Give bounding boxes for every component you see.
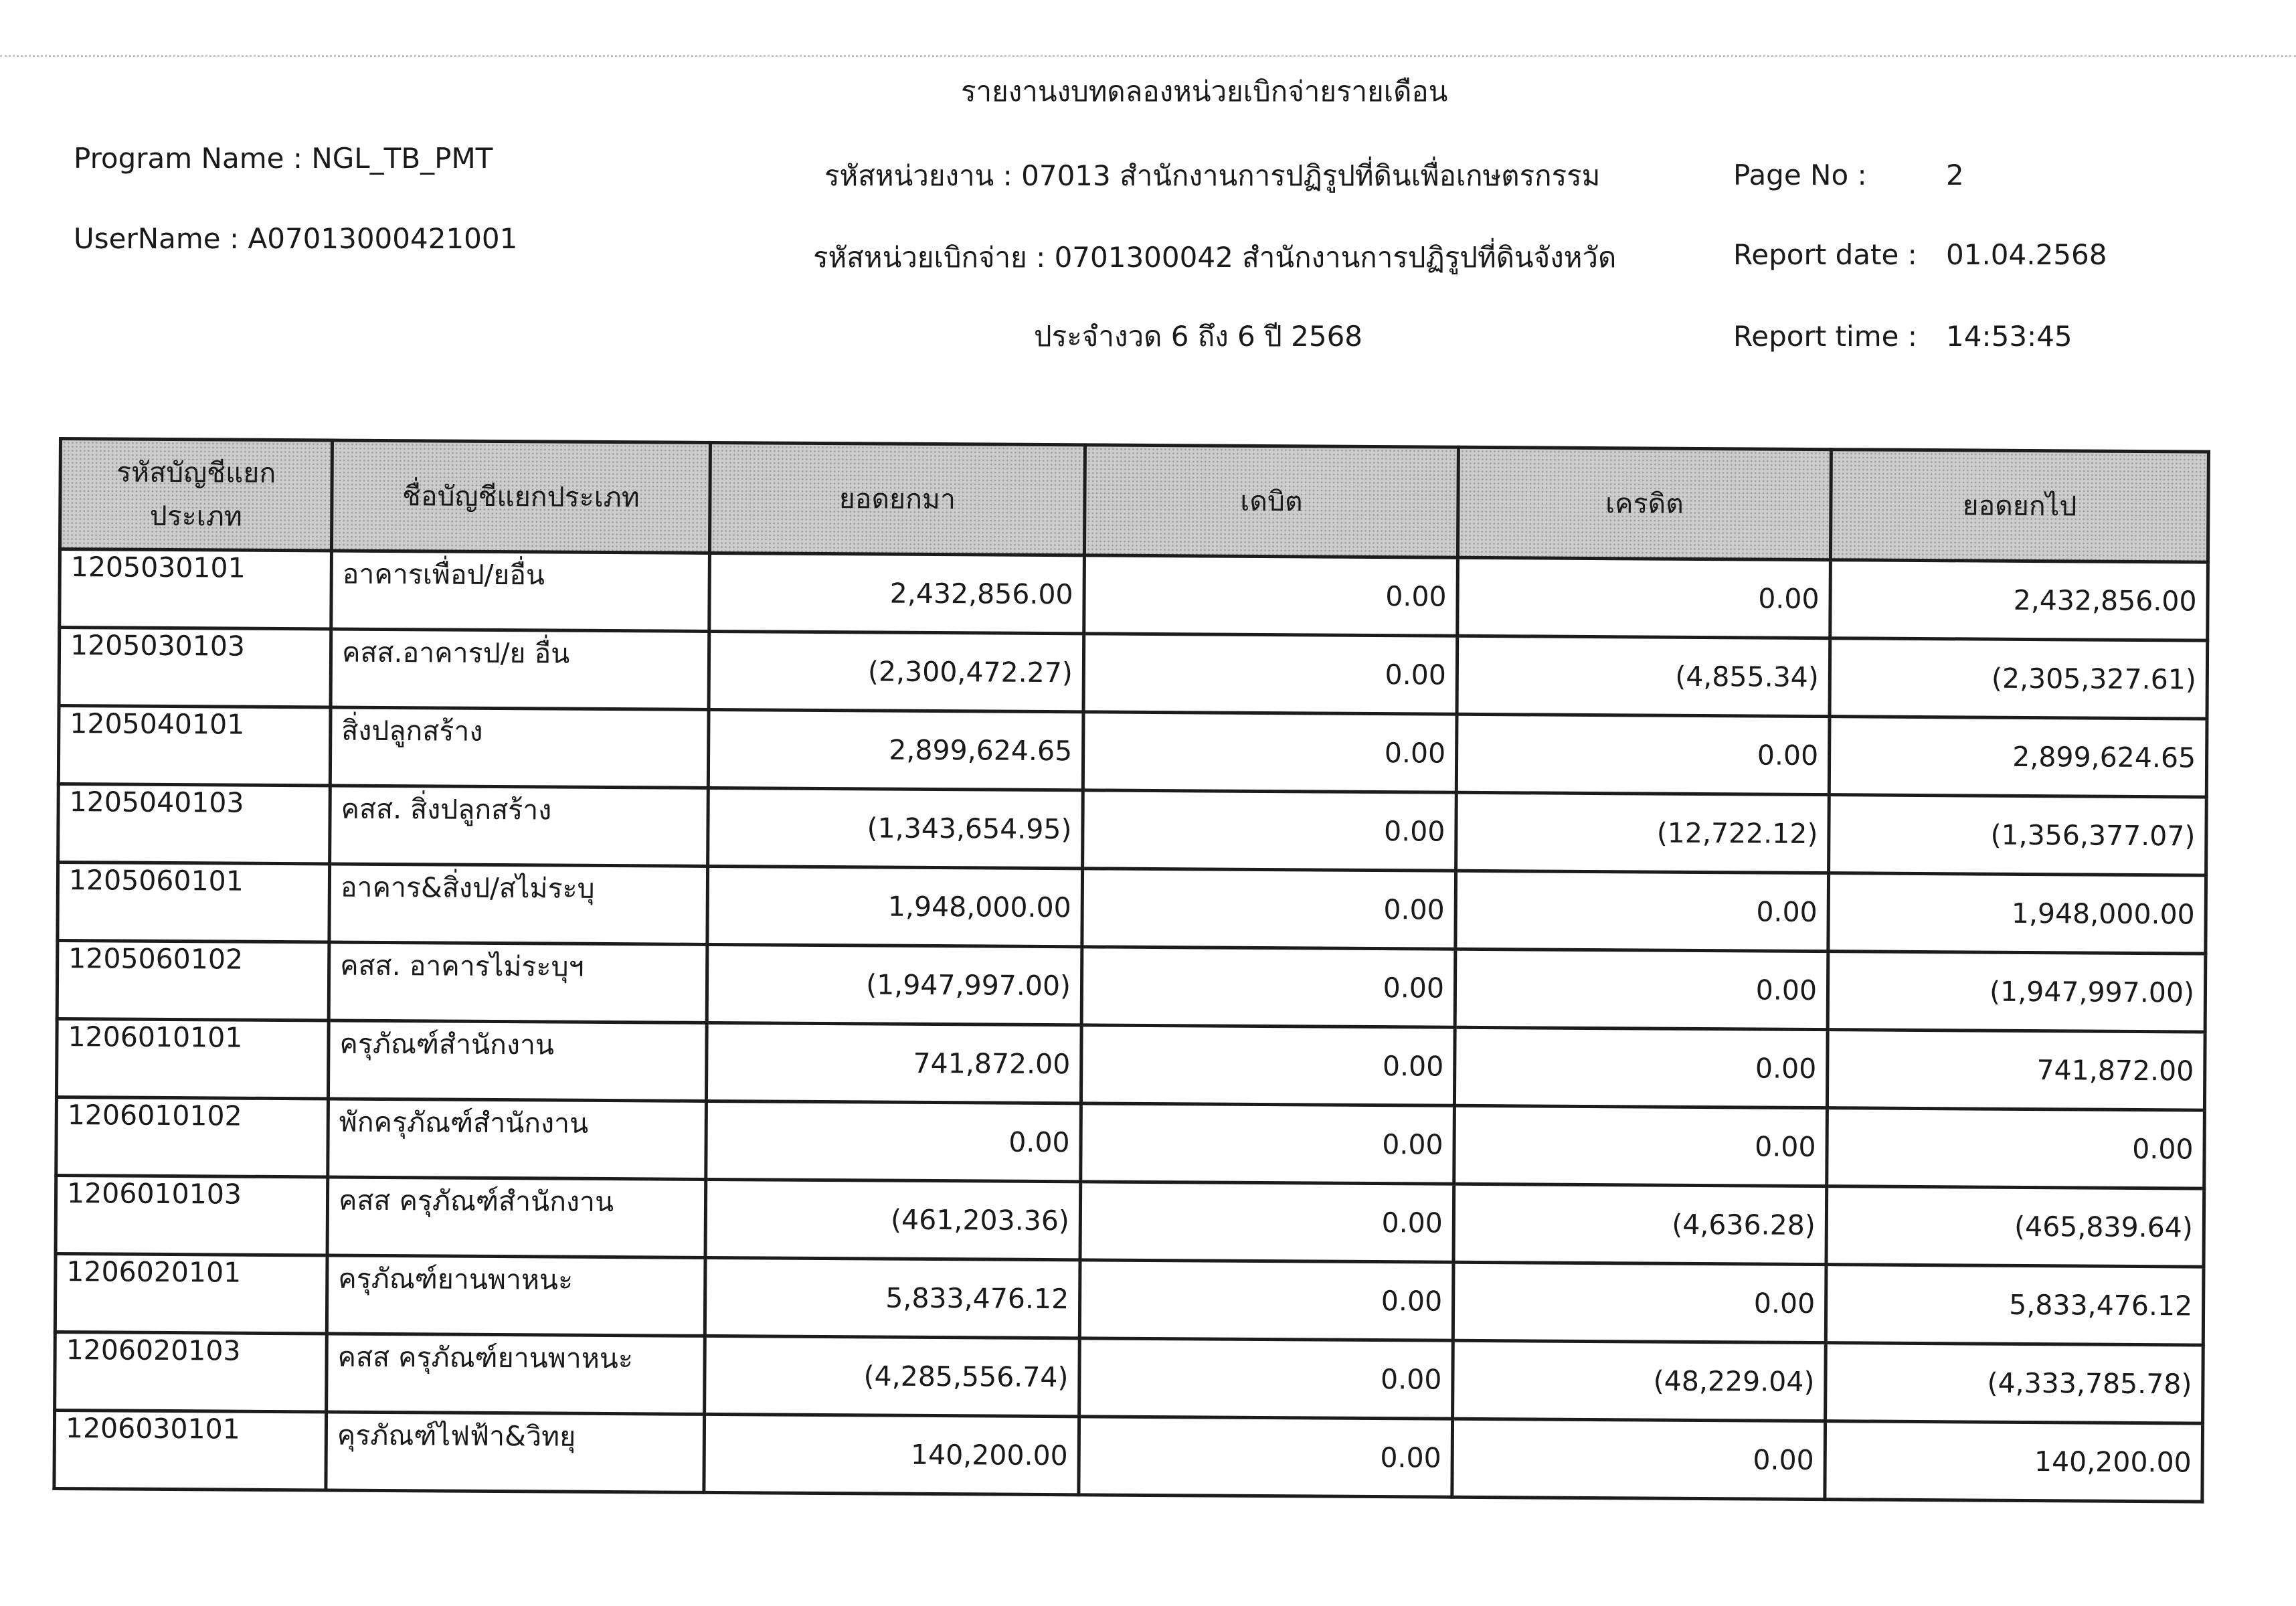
account-name: คุรภัณฑ์ไฟฟ้า&วิทยุ xyxy=(326,1412,705,1492)
table-row xyxy=(57,941,2206,1033)
credit: (12,722.12) xyxy=(1456,792,1830,873)
account-code: 1205040101 xyxy=(58,706,331,786)
header-account-code: รหัสบัญชีแยกประเภท xyxy=(60,439,332,551)
debit: 0.00 xyxy=(1079,1338,1453,1419)
table-row xyxy=(56,1097,2205,1188)
username: UserName : A07013000421001 xyxy=(74,222,518,255)
account-code: 1205060101 xyxy=(58,863,330,942)
table-row xyxy=(55,1253,2204,1345)
page-no-label: Page No : xyxy=(1733,159,1867,191)
closing-balance: 2,432,856.00 xyxy=(1830,560,2208,640)
opening-balance: 140,200.00 xyxy=(704,1414,1079,1494)
credit: 0.00 xyxy=(1454,1027,1828,1107)
debit: 0.00 xyxy=(1083,634,1458,714)
account-code: 1206030101 xyxy=(54,1410,327,1490)
report-title: รายงานงบทดลองหน่วยเบิกจ่ายรายเดือน xyxy=(961,75,1448,108)
opening-balance: (4,285,556.74) xyxy=(705,1336,1080,1416)
report-date-label: Report date : xyxy=(1733,238,1917,271)
credit: (48,229.04) xyxy=(1453,1340,1826,1421)
account-code: 1206010101 xyxy=(56,1018,329,1098)
debit: 0.00 xyxy=(1081,1025,1455,1105)
account-code: 1206010102 xyxy=(56,1097,329,1176)
account-name: ครุภัณฑ์ยานพาหนะ xyxy=(327,1255,705,1336)
account-name: สิ่งปลูกสร้าง xyxy=(330,707,709,788)
trial-balance-table xyxy=(52,437,2210,1504)
debit: 0.00 xyxy=(1081,1103,1455,1184)
report-time-value: 14:53:45 xyxy=(1946,320,2072,353)
credit: 0.00 xyxy=(1455,871,1829,951)
credit: 0.00 xyxy=(1454,1105,1828,1186)
closing-balance: 0.00 xyxy=(1827,1108,2205,1188)
debit: 0.00 xyxy=(1080,1182,1454,1262)
account-name: คสส. อาคารไม่ระบุฯ xyxy=(329,942,707,1022)
debit: 0.00 xyxy=(1083,712,1457,792)
table-row xyxy=(58,706,2207,798)
closing-balance: 2,899,624.65 xyxy=(1829,717,2207,797)
opening-balance: (461,203.36) xyxy=(705,1179,1081,1259)
credit: 0.00 xyxy=(1453,1262,1826,1342)
table-row xyxy=(56,1018,2205,1110)
header-account-name: ชื่อบัญชีแยกประเภท xyxy=(331,440,710,553)
table-row xyxy=(58,784,2207,876)
account-code: 1205030101 xyxy=(60,549,332,629)
closing-balance: 5,833,476.12 xyxy=(1826,1265,2204,1345)
opening-balance: 0.00 xyxy=(706,1101,1081,1181)
debit: 0.00 xyxy=(1081,947,1455,1027)
account-code: 1205030103 xyxy=(59,628,331,707)
opening-balance: 2,899,624.65 xyxy=(708,709,1083,790)
opening-balance: (1,343,654.95) xyxy=(708,788,1083,868)
opening-balance: (2,300,472.27) xyxy=(709,631,1084,711)
table-row xyxy=(59,628,2208,719)
opening-balance: 5,833,476.12 xyxy=(705,1257,1080,1338)
account-name: พักครุภัณฑ์สำนักงาน xyxy=(328,1099,707,1179)
credit: 0.00 xyxy=(1456,714,1830,794)
table-row xyxy=(60,549,2208,641)
agency-line: รหัสหน่วยงาน : 07013 สำนักงานการปฏิรูปที่ดินเพื่อเกษตรกรรม xyxy=(824,159,1601,192)
report-time-label: Report time : xyxy=(1733,320,1917,353)
table-row xyxy=(55,1332,2204,1423)
debit: 0.00 xyxy=(1079,1260,1453,1340)
closing-balance: (4,333,785.78) xyxy=(1826,1343,2204,1423)
table-row xyxy=(54,1410,2203,1502)
table-row xyxy=(56,1175,2204,1267)
closing-balance: 1,948,000.00 xyxy=(1828,873,2206,954)
debit: 0.00 xyxy=(1084,555,1458,636)
opening-balance: 1,948,000.00 xyxy=(707,866,1083,946)
header-credit: เครดิต xyxy=(1458,447,1831,559)
credit: 0.00 xyxy=(1452,1419,1826,1499)
closing-balance: (465,839.64) xyxy=(1826,1186,2204,1267)
table-header-row xyxy=(60,439,2208,563)
header-opening-balance: ยอดยกมา xyxy=(709,442,1085,555)
account-name: คสส ครุภัณฑ์ยานพาหนะ xyxy=(327,1334,705,1414)
opening-balance: 741,872.00 xyxy=(706,1022,1081,1103)
account-name: คสส.อาคารป/ย อื่น xyxy=(331,629,709,709)
credit: (4,636.28) xyxy=(1453,1184,1827,1264)
closing-balance: 741,872.00 xyxy=(1827,1030,2205,1110)
table-row xyxy=(58,863,2206,954)
closing-balance: (1,947,997.00) xyxy=(1828,952,2206,1032)
account-code: 1206010103 xyxy=(56,1175,328,1255)
account-code: 1206020103 xyxy=(55,1332,327,1411)
account-name: อาคาร&สิ่งป/สไม่ระบุ xyxy=(329,864,708,944)
header-debit: เดบิต xyxy=(1084,445,1458,557)
account-name: คสส. สิ่งปลูกสร้าง xyxy=(330,786,709,866)
debit: 0.00 xyxy=(1083,790,1457,871)
credit: 0.00 xyxy=(1458,557,1831,638)
opening-balance: (1,947,997.00) xyxy=(707,944,1082,1024)
account-name: อาคารเพื่อป/ยอื่น xyxy=(331,551,710,631)
account-name: ครุภัณฑ์สำนักงาน xyxy=(328,1020,707,1101)
account-code: 1205040103 xyxy=(58,784,331,864)
disbursement-unit-line: รหัสหน่วยเบิกจ่าย : 0701300042 สำนักงานการปฏิรูปที่ดินจังหวัด xyxy=(813,241,1617,274)
scan-artifact-line xyxy=(0,55,2296,57)
account-code: 1205060102 xyxy=(57,941,329,1020)
closing-balance: (2,305,327.61) xyxy=(1830,638,2208,719)
opening-balance: 2,432,856.00 xyxy=(709,553,1085,633)
debit: 0.00 xyxy=(1082,869,1456,949)
period-line: ประจำงวด 6 ถึง 6 ปี 2568 xyxy=(1034,320,1363,353)
page-no-value: 2 xyxy=(1946,159,1964,191)
account-name: คสส ครุภัณฑ์สำนักงาน xyxy=(327,1177,706,1257)
credit: 0.00 xyxy=(1455,949,1828,1029)
program-name: Program Name : NGL_TB_PMT xyxy=(74,142,493,175)
account-code: 1206020101 xyxy=(55,1253,327,1333)
closing-balance: 140,200.00 xyxy=(1825,1421,2203,1502)
credit: (4,855.34) xyxy=(1457,636,1830,716)
debit: 0.00 xyxy=(1079,1417,1453,1497)
closing-balance: (1,356,377.07) xyxy=(1829,795,2207,875)
header-closing-balance: ยอดยกไป xyxy=(1830,450,2208,562)
report-date-value: 01.04.2568 xyxy=(1946,238,2107,271)
